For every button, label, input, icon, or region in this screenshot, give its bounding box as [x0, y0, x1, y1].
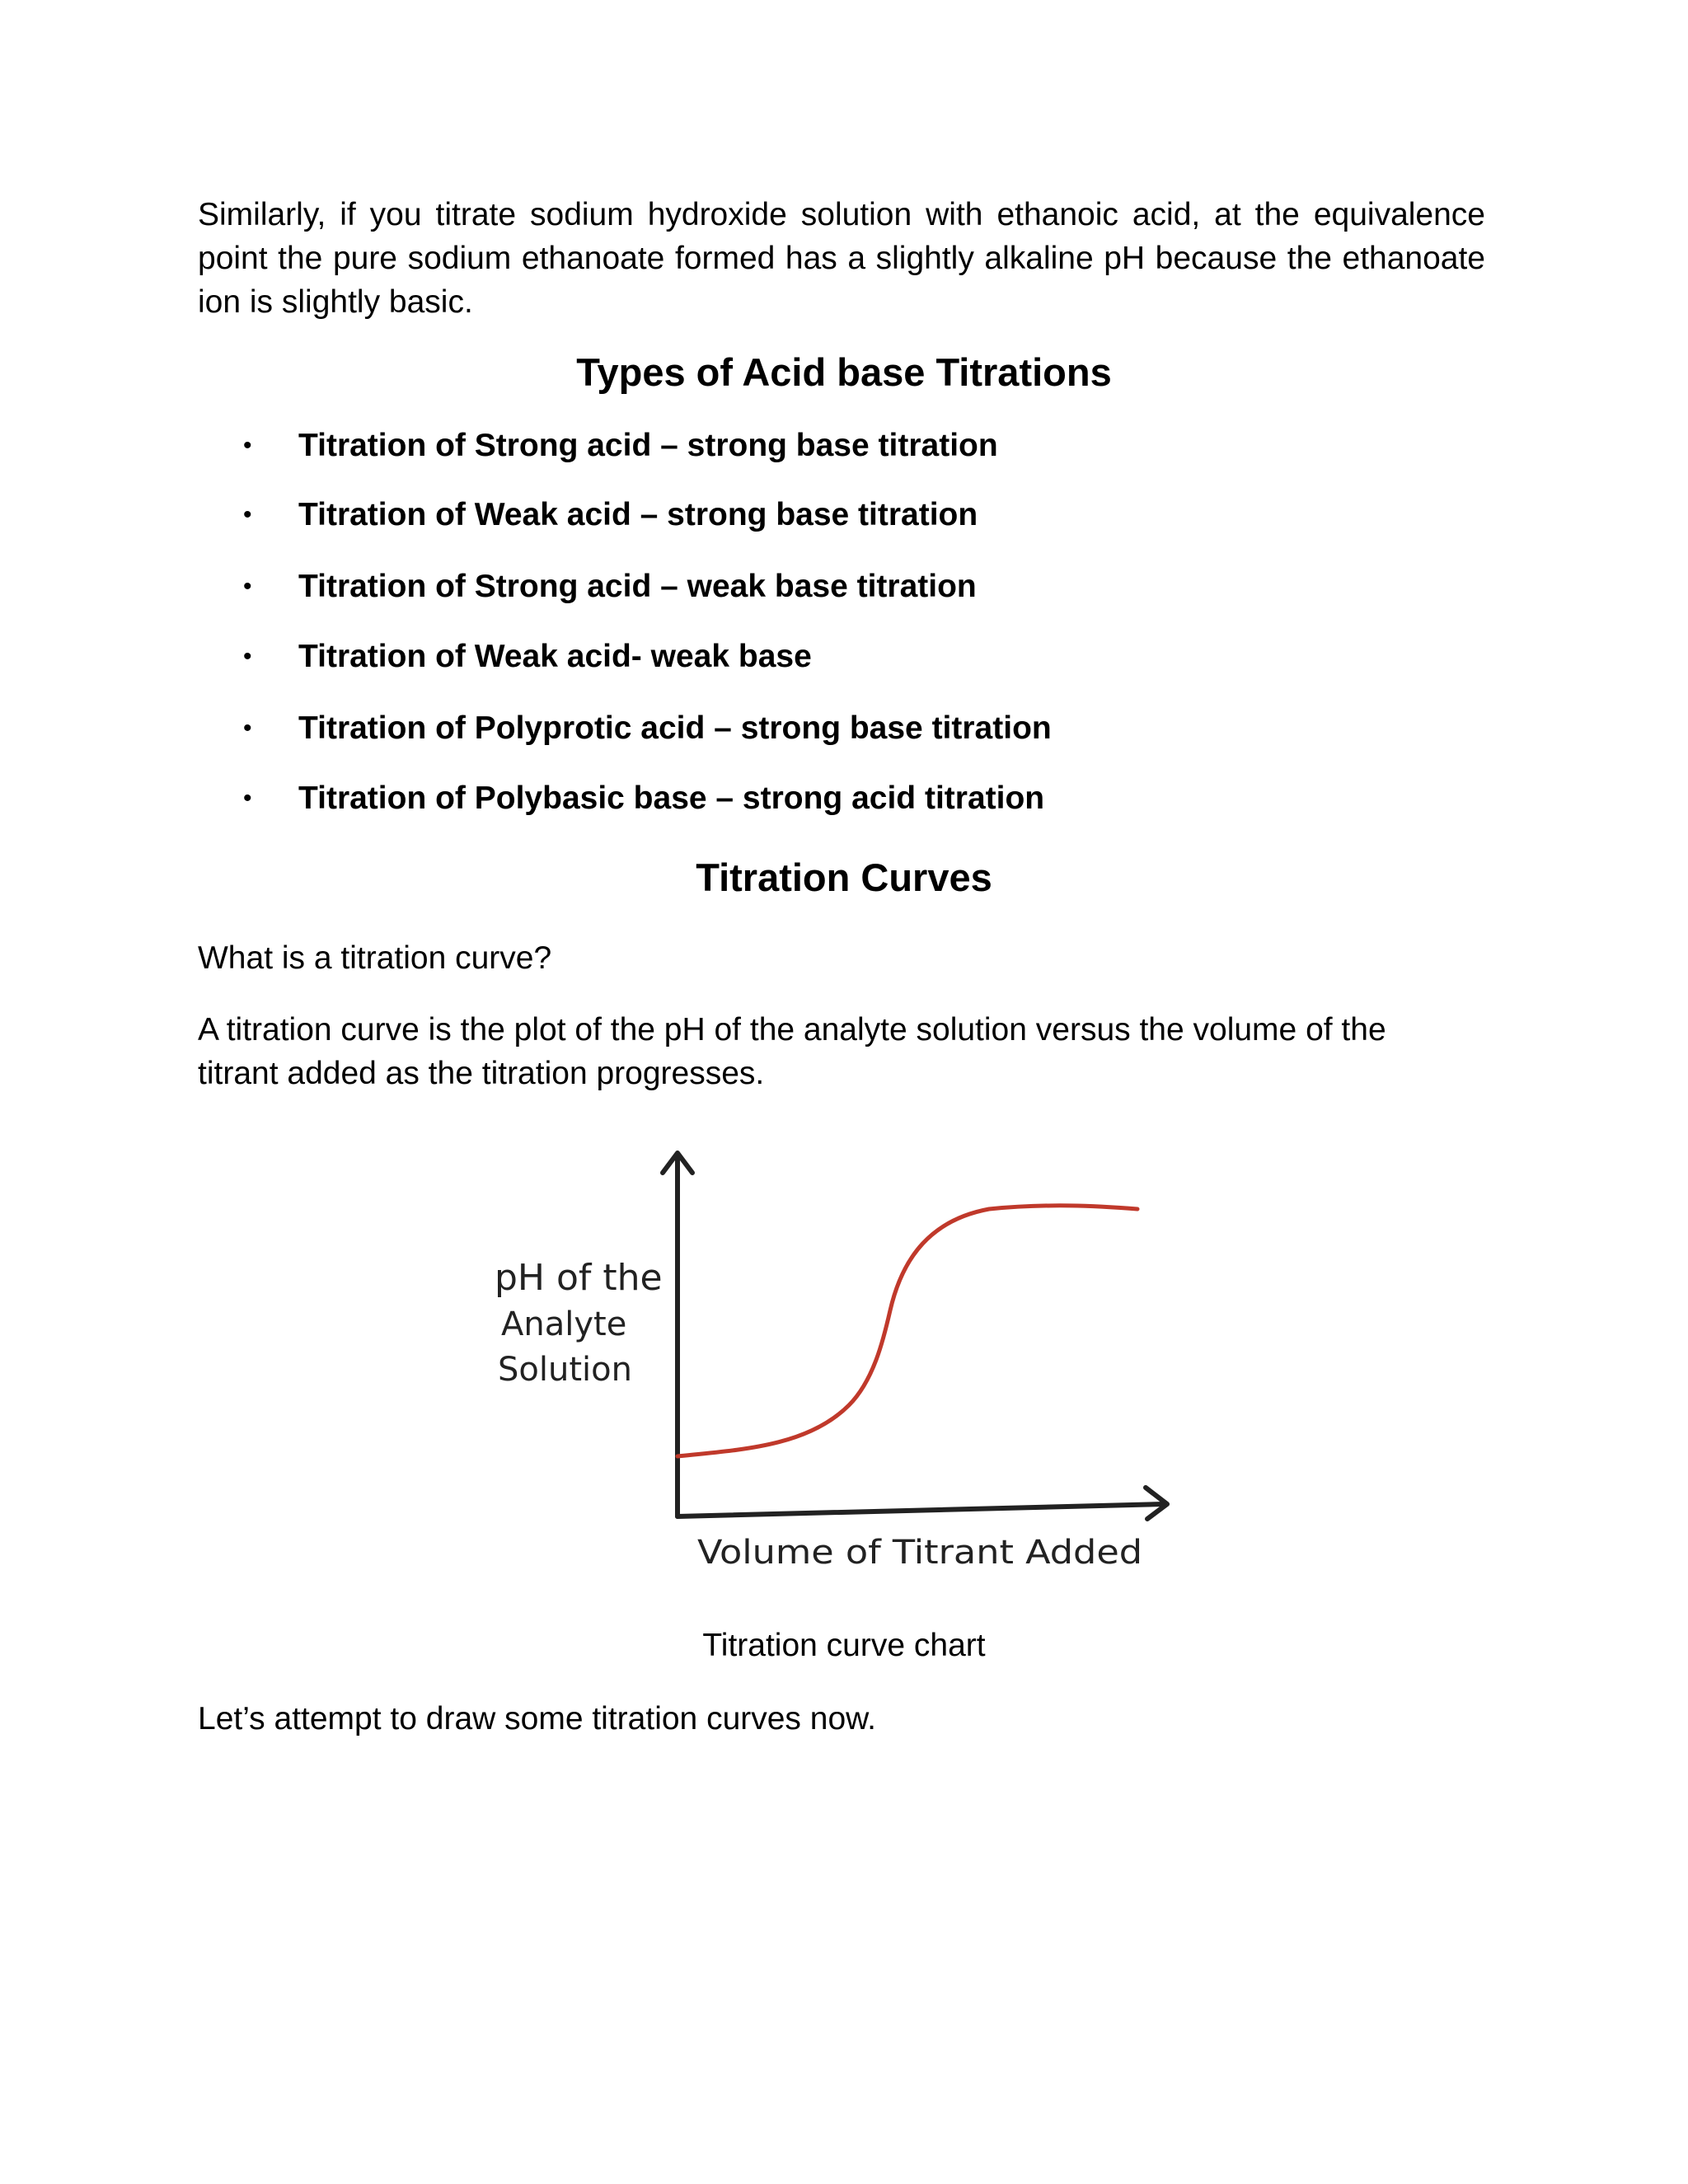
list-item-text: Titration of Weak acid- weak base: [298, 639, 812, 674]
question-text: What is a titration curve?: [198, 940, 552, 976]
list-item-text: Titration of Strong acid – weak base titration: [298, 569, 977, 604]
figure-caption: Titration curve chart: [702, 1628, 986, 1663]
y-axis-label-line: pH of the: [495, 1257, 663, 1299]
heading-titration-curves: Titration Curves: [696, 855, 992, 899]
intro-paragraph: Similarly, if you titrate sodium hydroxide solution with ethanoic acid, at the equivalence point the pure sodium ethanoate formed has a slightly alkaline pH because the ethanoate ion is slightly basic.: [198, 197, 1485, 320]
titration-curve-figure: [486, 1141, 1195, 1586]
list-item-text: Titration of Strong acid – strong base titration: [298, 428, 998, 463]
y-axis-label-line: Analyte: [501, 1305, 627, 1343]
list-item-text: Titration of Weak acid – strong base titration: [298, 497, 978, 532]
bullet-icon: •: [243, 573, 252, 600]
definition-paragraph: A titration curve is the plot of the pH of the analyte solution versus the volume of the titrant added as the titration progresses.: [198, 1012, 1386, 1091]
bullet-icon: •: [243, 501, 252, 528]
bullet-icon: •: [243, 785, 252, 812]
x-axis-label: Volume of Titrant Added: [697, 1534, 1142, 1572]
bullet-icon: •: [243, 715, 252, 742]
list-item-text: Titration of Polyprotic acid – strong base titration: [298, 710, 1052, 746]
titration-curve-line: [678, 1206, 1137, 1456]
y-axis: [663, 1153, 692, 1516]
heading-types-of-titrations: Types of Acid base Titrations: [576, 350, 1112, 394]
y-axis-label-line: Solution: [498, 1351, 632, 1389]
list-item-text: Titration of Polybasic base – strong acid titration: [298, 780, 1045, 816]
bullet-icon: •: [243, 432, 252, 459]
bullet-icon: •: [243, 643, 252, 670]
outro-paragraph: Let’s attempt to draw some titration curves now.: [198, 1701, 876, 1736]
x-axis: [678, 1488, 1167, 1519]
